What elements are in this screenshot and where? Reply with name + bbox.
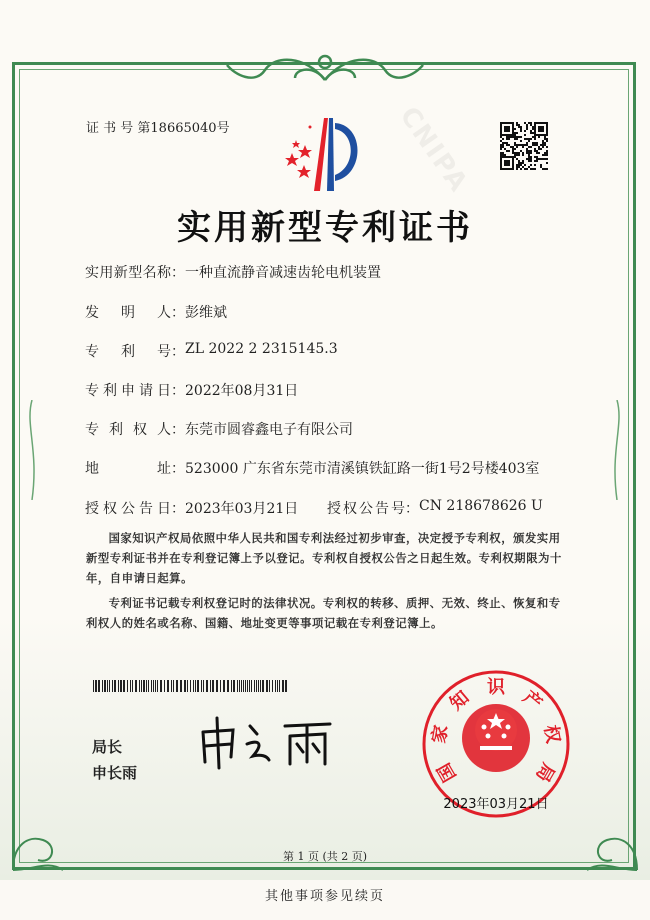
seal-character: 局 (531, 759, 559, 786)
seal-character: 识 (487, 677, 505, 698)
field-label: 授权公告号 (327, 501, 405, 517)
field-label: 专利权人 (85, 422, 171, 438)
field-value: 2022年08月31日 (185, 383, 299, 399)
qr-code (500, 122, 548, 170)
top-ornament (225, 50, 425, 90)
signatory-title: 局长 (92, 738, 123, 756)
field-label: 地址 (85, 461, 171, 477)
watermark: CNIPA (393, 101, 474, 199)
field-sep: ： (171, 461, 185, 477)
field-label: 授权公告日 (85, 501, 171, 517)
seal-character: 国 (433, 759, 461, 786)
side-ornament-left (25, 400, 39, 500)
page-indicator: 第 1 页 (共 2 页) (282, 850, 368, 863)
field-label: 实用新型名称 (85, 265, 171, 281)
field-row-address (85, 458, 539, 478)
field-label: 发明人 (85, 305, 171, 321)
field-value: 523000 广东省东莞市清溪镇铁缸路一街1号2号楼403室 (185, 461, 540, 477)
field-row-application-date (85, 380, 298, 400)
field-value: 2023年03月21日 (185, 501, 299, 517)
seal-character: 知 (446, 686, 474, 715)
field-row-inventor (85, 302, 227, 322)
field-sep: ： (405, 501, 419, 517)
field-row-patent-number (85, 341, 338, 361)
announcement-number-row (327, 498, 543, 518)
paragraph: 专利证书记载专利权登记时的法律状况。专利权的转移、质押、无效、终止、恢复和专利权人的姓名或名称、国籍、地址变更等事项记载在专利登记簿上。 (86, 596, 561, 630)
field-sep: ： (171, 383, 185, 399)
field-value: ZL 2022 2 2315145.3 (185, 341, 338, 357)
field-row-patentee (85, 419, 353, 439)
certificate-title: 实用新型专利证书 (177, 208, 473, 248)
corner-ornament-bottom-left (8, 815, 68, 875)
paragraph: 国家知识产权局依照中华人民共和国专利法经过初步审查，决定授予专利权，颁发实用新型专利证书并在专利登记簿上予以登记。专利权自授权公告之日起生效。专利权期限为十年，自申请日起算。 (86, 531, 562, 585)
field-value: CN 218678626 U (419, 498, 543, 514)
field-sep: ： (171, 501, 185, 517)
seal-character: 产 (518, 686, 546, 715)
side-ornament-right (610, 400, 624, 500)
field-row-grant-date (85, 498, 298, 518)
field-sep: ： (171, 422, 185, 438)
field-value: 一种直流静音减速齿轮电机装置 (185, 265, 381, 281)
barcode (93, 680, 289, 692)
seal-character: 家 (428, 723, 453, 745)
signature (195, 712, 340, 772)
signatory-name: 申长雨 (92, 764, 138, 782)
field-value: 彭维斌 (185, 305, 227, 321)
footer-note: 其他事项参见续页 (264, 889, 385, 904)
cnipa-logo (280, 115, 360, 193)
field-sep: ： (171, 305, 185, 321)
seal-date: 2023年03月21日 (443, 797, 549, 812)
corner-ornament-bottom-right (582, 815, 642, 875)
official-seal (420, 668, 572, 820)
field-label: 专利申请日 (85, 383, 171, 399)
field-row-name (85, 262, 381, 282)
field-sep: ： (171, 265, 185, 281)
field-value: 东莞市圆睿鑫电子有限公司 (185, 422, 353, 438)
grant-statement (86, 528, 570, 633)
field-label: 专利号 (85, 344, 171, 360)
field-sep: ： (171, 344, 185, 360)
certificate-number: 证 书 号 第18665040号 (86, 121, 230, 136)
seal-character: 权 (539, 723, 564, 745)
